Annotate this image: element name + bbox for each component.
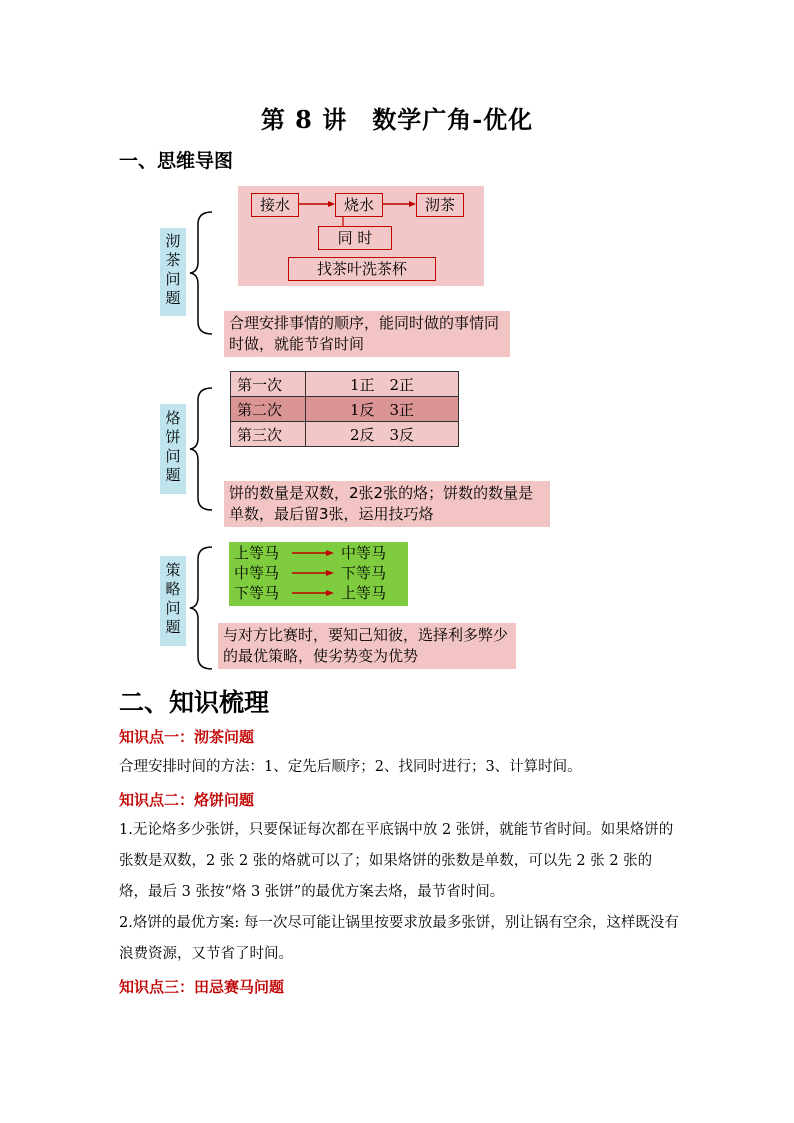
section-mindmap-heading: 一、思维导图	[119, 150, 234, 172]
kp1-title: 知识点一：沏茶问题	[119, 728, 255, 746]
pancake-round-name: 第一次	[231, 372, 306, 397]
tea-brace	[188, 210, 218, 336]
section-knowledge-heading: 二、知识梳理	[119, 688, 270, 717]
strategy-note: 与对方比赛时，要知己知彼，选择利多弊少的最优策略，使劣势变为优势	[218, 623, 516, 669]
pancake-round-name: 第二次	[231, 397, 306, 422]
strategy-brace	[188, 545, 218, 671]
step-make-tea: 沏茶	[416, 193, 464, 217]
table-row	[231, 422, 459, 447]
kp2-paragraph-2: 2.烙饼的最优方案: 每一次尽可能让锅里按要求放最多张饼，别让锅有空余，这样既没有浪费资源，又节省了时间。	[119, 915, 679, 962]
list-item: 上等马	[234, 544, 280, 562]
list-item: 中等马	[234, 564, 280, 582]
pancake-round-value: 1反 3正	[306, 397, 459, 422]
table-row	[231, 372, 459, 397]
tea-task-box: 找茶叶洗茶杯	[288, 257, 436, 281]
step-boil-water: 烧水	[335, 193, 383, 217]
list-item: 下等马	[234, 584, 280, 602]
same-time-box: 同 时	[318, 226, 392, 250]
step-fill-water: 接水	[251, 193, 299, 217]
horse-to-list	[341, 543, 386, 603]
pancake-label: 烙饼问题	[160, 404, 186, 494]
pancake-round-name: 第三次	[231, 422, 306, 447]
horse-from-list	[234, 543, 279, 603]
kp2-paragraph-1: 1.无论烙多少张饼，只要保证每次都在平底锅中放 2 张饼，就能节省时间。如果烙饼的张数是双数，2 张 2 张的烙就可以了；如果烙饼的张数是单数，可以先 2 张 2 张的烙，最后 3 张按“烙 3 张饼”的最优方案去烙，最节省时间。	[119, 822, 674, 900]
list-item: 中等马	[341, 544, 387, 562]
pancake-table	[230, 371, 459, 447]
strategy-label: 策略问题	[160, 556, 186, 646]
pancake-note: 饼的数量是双数，2张2张的烙；饼数的数量是单数，最后留3张，运用技巧烙	[224, 481, 550, 527]
horse-arrows	[290, 543, 338, 605]
page-title: 第 8 讲 数学广角-优化	[260, 105, 534, 134]
tea-note: 合理安排事情的顺序，能同时做的事情同时做，就能节省时间	[224, 311, 510, 357]
kp2-title: 知识点二：烙饼问题	[119, 791, 255, 809]
kp1-text: 合理安排时间的方法：1、定先后顺序；2、找同时进行；3、计算时间。	[119, 759, 582, 775]
pancake-round-value: 2反 3反	[306, 422, 459, 447]
list-item: 下等马	[341, 564, 387, 582]
table-row	[231, 397, 459, 422]
list-item: 上等马	[341, 584, 387, 602]
kp3-title: 知识点三：田忌赛马问题	[119, 978, 285, 996]
tea-label: 沏茶问题	[160, 228, 186, 316]
pancake-brace	[188, 386, 218, 512]
pancake-round-value: 1正 2正	[306, 372, 459, 397]
